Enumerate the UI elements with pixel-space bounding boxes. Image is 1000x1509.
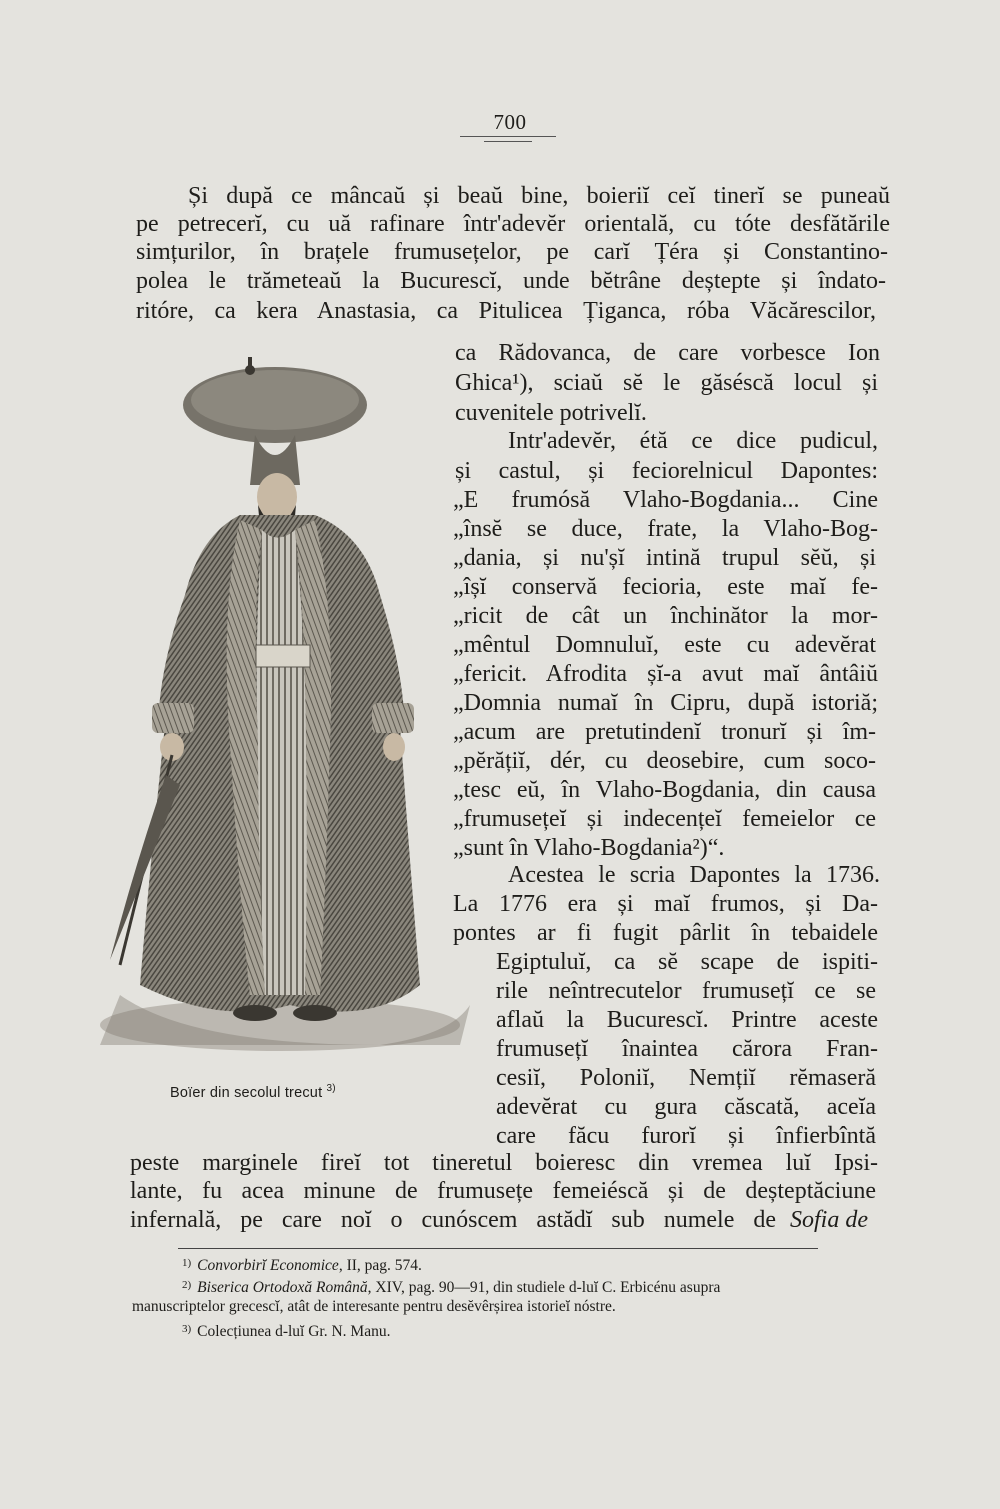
body-line: Egiptuluĭ, ca sĕ scape de ispiti- — [496, 949, 878, 975]
boyar-illustration — [80, 345, 470, 1065]
body-line: „fericit. Afrodita șĭ-a avut maĭ ântâiŭ — [453, 661, 878, 687]
footnote-mark: 2) — [182, 1279, 192, 1291]
footnote-rule — [178, 1248, 818, 1249]
body-line: polea le trămeteaŭ la Bucurescĭ, unde bĕtrâne deștepte și îndato- — [136, 268, 886, 294]
body-line: lante, fu acea minune de frumusețe femeiéscă și de deșteptăciune — [130, 1178, 876, 1204]
page-number: 700 — [493, 110, 527, 134]
body-line: „dania, și nu'șĭ intină trupul sĕŭ, și — [453, 545, 876, 571]
header-rule-short — [484, 141, 532, 142]
body-line: adevĕrat cu gura căscată, aceĭa — [496, 1094, 876, 1120]
footnote-text: Colecțiunea d-luĭ Gr. N. Manu. — [197, 1323, 391, 1340]
body-line: „acum are pretutindenĭ tronurĭ și îm- — [453, 719, 876, 745]
footnote-1 — [182, 1254, 782, 1275]
header-rule — [460, 136, 556, 137]
footnote-2-cont: manuscriptelor grecescĭ, atât de interesante pentru desĕvêrșirea istorieĭ nóstre. — [132, 1298, 616, 1315]
body-line: „ricit de cât un închinător la mor- — [453, 603, 878, 629]
body-italic-term: Sofia de — [790, 1207, 868, 1233]
body-line: „frumusețeĭ și indecențeĭ femeielor ce — [453, 806, 876, 832]
footnote-3 — [182, 1320, 782, 1341]
footnote-text: , XIV, pag. 90—91, din studiele d-luĭ C. Erbicénu asupra — [367, 1279, 721, 1296]
body-line: La 1776 era și maĭ frumos, și Da- — [453, 891, 878, 917]
footnote-mark: 3) — [182, 1323, 192, 1335]
footnote-mark: 1) — [182, 1257, 192, 1269]
body-line: simțurilor, în brațele frumusețelor, pe carĭ Țéra și Constantino- — [136, 239, 888, 265]
body-line: „tesc eŭ, în Vlaho-Bogdania, din causa — [453, 777, 876, 803]
body-line: „E frumósă Vlaho-Bogdania... Cine — [453, 487, 878, 513]
body-line: pe petrecerĭ, cu uă rafinare într'adevĕr orientală, cu tóte desfătările — [136, 211, 890, 237]
footnote-source: Biserica Ortodoxă Română — [197, 1279, 368, 1296]
body-line-final — [130, 1207, 876, 1235]
body-line: peste marginele fireĭ tot tineretul boieresc din vremea luĭ Ipsi- — [130, 1150, 878, 1176]
footnote-text: , II, pag. 574. — [338, 1257, 422, 1274]
figure-caption — [170, 1083, 336, 1101]
body-line: care făcu furorĭ și înfierbîntă — [496, 1123, 876, 1149]
body-line: Intr'adevĕr, étă ce dice pudicul, — [508, 428, 878, 454]
body-line: „pĕrățiĭ, dér, cu deosebire, cum soco- — [453, 748, 876, 774]
body-line: și castul, și feciorelnicul Dapontes: — [455, 458, 878, 484]
figure-caption-text: Boïer din secolul trecut — [170, 1084, 323, 1101]
footnote-source: Convorbirĭ Economice — [197, 1257, 339, 1274]
body-line: „îșĭ conservă fecioria, este maĭ fe- — [453, 574, 878, 600]
body-line: rile neîntrecutelor frumusețĭ ce se — [496, 978, 876, 1004]
body-line: Ghica¹), sciaŭ sĕ le găséscă locul și — [455, 370, 878, 396]
body-line: „sunt în Vlaho-Bogdania²)“. — [453, 835, 725, 861]
body-line: aflaŭ la Bucurescĭ. Printre aceste — [496, 1007, 878, 1033]
body-line: pontes ar fi fugit pârlit în tebaidele — [453, 920, 878, 946]
footnote-2 — [182, 1276, 868, 1297]
body-line: ritóre, ca kera Anastasia, ca Pitulicea Țiganca, róba Văcărescilor, — [136, 298, 876, 324]
body-line: cuvenitele potrivelĭ. — [455, 400, 647, 426]
body-line: „însĕ se duce, frate, la Vlaho-Bog- — [453, 516, 878, 542]
figure-caption-mark: 3) — [326, 1083, 336, 1094]
body-line: frumusețĭ înaintea cărora Fran- — [496, 1036, 878, 1062]
body-line: cesiĭ, Poloniĭ, Nemțiĭ rĕmaseră — [496, 1065, 876, 1091]
body-line: infernală, pe care noĭ o cunóscem astădĭ sub numele de — [130, 1207, 776, 1233]
body-line: „mêntul Domnuluĭ, este cu adevĕrat — [453, 632, 876, 658]
body-line: ca Rădovanca, de care vorbesce Ion — [455, 340, 880, 366]
body-line: Și după ce mâncaŭ și beaŭ bine, boieriĭ ceĭ tinerĭ se puneaŭ — [188, 183, 890, 209]
body-line: Acestea le scria Dapontes la 1736. — [508, 862, 880, 888]
body-line: „Domnia numaĭ în Cipru, după istoriă; — [453, 690, 878, 716]
